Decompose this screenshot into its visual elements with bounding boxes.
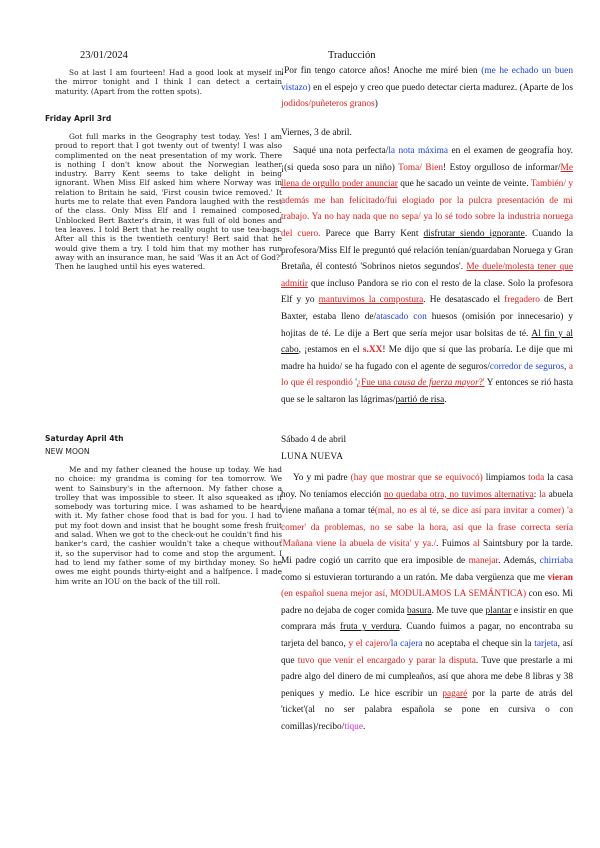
original-saturday-sub: NEW MOON bbox=[45, 447, 90, 456]
translation-saturday-heading: Sábado 4 de abril bbox=[281, 435, 347, 445]
translation-intro: ¡Por fin tengo catorce años! Anoche me miré bien (me he echado un buen vistazo) en el espejo y creo que puedo detectar cierta madurez. (Aparte de los jodidos/puñeteros granos) bbox=[281, 66, 573, 110]
document-date: 23/01/2024 bbox=[80, 50, 128, 61]
translation-friday-heading: Viernes, 3 de abril. bbox=[281, 128, 352, 138]
translation-saturday-sub: LUNA NUEVA bbox=[281, 452, 344, 462]
original-intro: So at last I am fourteen! Had a good look at myself in the mirror tonight and I think I can detect a certain maturity. (Apart from the rotten spots). bbox=[55, 68, 282, 96]
original-friday-heading: Friday April 3rd bbox=[45, 114, 112, 123]
original-saturday-text: Me and my father cleaned the house up today. We had no choice: my grandma is coming for tea tomorrow. We went to Sainsbury's in the afternoon. My father chose a trolley that was impossible to steer. It also squeaked as if somebody was torturing mice. I was ashamed to be heard with it. My father chose food that is bad for you. I had to put my foot down and insist that he bought some fresh fruit and salad. When we got to the check-out he couldn't find his banker's card, the cashier wouldn't take a cheque without it, so the supervisor had to come and stop the argument. I had to lend my father some of my birthday money. So he owes me eight pounds thirty-eight and a halfpence. I made him write an IOU on the back of the till roll. bbox=[55, 465, 282, 586]
document-title: Traducción bbox=[328, 50, 376, 61]
original-friday-text: Got full marks in the Geography test today. Yes! I am proud to report that I got twenty out of twenty! I was also complimented on the neat presentation of my work. There is nothing I don't know about the Norwegian leather industry. Barry Kent seems to take delight in being ignorant. When Miss Elf asked him where Norway was in relation to Britain he said, 'First cousin twice removed.' It hurts me to relate that even Pandora laughed with the rest of the class. Only Miss Elf and I remained composed. Unblocked Bert Baxter's drain, it was full of old bones and tea leaves. I told Bert that he really ought to use tea-bags. After all this is the twentieth century! Bert said that he would give them a try. I told him that my mother has run away with an insurance man, he said 'Was it an Act of God?' Then he laughed until his eyes watered. bbox=[55, 132, 282, 272]
original-saturday-heading: Saturday April 4th bbox=[45, 434, 124, 443]
translation-saturday-text: Yo y mi padre (hay que mostrar que se equivocó) limpiamos toda la casa hoy. No teníamos elección no quedaba otra, no tuvimos alternativa: la abuela viene mañana a tomar té(mal, no es al té, se dice así para invitar a comer) 'a comer' da problemas, no se sabe la hora, así que la frase correcta sería 'Mañana viene la abuela de visita' y ya./. Fuimos al Saintsbury por la tarde. Mi padre cogió un carrito que era imposible de manejar. Además, chirriaba como si estuvieran torturando a un ratón. Me daba vergüenza que me vieran (en español suena mejor así, MODULAMOS LA SEMÁNTICA) con eso. Mi padre no dejaba de coger comida basura. Me tuve que plantar e insistir en que comprara más fruta y verdura. Cuando fuimos a pagar, no encontraba su tarjeta del banco, y el cajero/la cajera no aceptaba el cheque sin la tarjeta, así que tuvo que venir el encargado y parar la disputa. Tuve que prestarle a mi padre algo del dinero de mi cumpleaños, así que ahora me debe 8 libras y 38 peniques y medio. Le hice escribir un pagaré por la parte de atrás del 'ticket'(al no ser palabra española se pone en cursiva o con comillas)/recibo/tique. bbox=[281, 473, 574, 732]
translation-friday-text: Saqué una nota perfecta/la nota máxima en el examen de geografía hoy. ¡(si queda soso para un niño) Toma/ Bien! Estoy orgulloso de informar/Me llena de orgullo poder anunciar que he sacado un veinte de veinte. También/ y además me han felicitado/fui elogiado por la pulcra presentación de mi trabajo. Ya no hay nada que no sepa/ ya lo sé todo sobre la industria noruega del cuero. Parece que Barry Kent disfrutar siendo ignorante. Cuando la profesora/Miss Elf le preguntó qué relación tenían/guardaban Noruega y Gran Bretaña, él contestó 'Sobrinos nietos segundos'. Me duele/molesta tener que admitir que incluso Pandora se rio con el resto de la clase. Solo la profesora Elf y yo mantuvimos la compostura. He desatascado el fregadero de Bert Baxter, estaba lleno de/atascado con huesos (omisión por innecesario) y hojitas de té. Le dije a Bert que sería mejor usar bolsitas de té. Al fin y al cabo, ¡estamos en el s.XX! Me dijo que sí que las probaría. Le dije que mi madre ha huido/ se ha fugado con el agente de seguros/corredor de seguros, a lo que él respondió '¿Fue una causa de fuerza mayor?' Y entonces se rió hasta que se le saltaron las lágrimas/partió de risa. bbox=[281, 146, 574, 405]
